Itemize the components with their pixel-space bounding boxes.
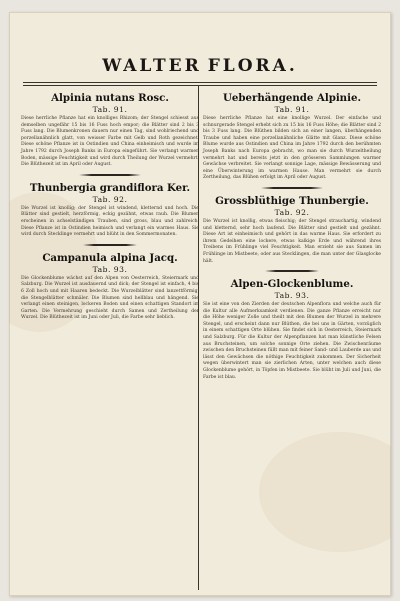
entry-tab: Tab. 91. [274,105,310,114]
left-column [21,88,199,588]
header-rule-double [23,85,377,86]
entry-thunbergia-grandiflora [21,182,199,239]
entry-campanula-alpina [21,252,199,322]
entry-text: Diese herrliche Pflanze hat ein knolliges Rhizom; der Stengel schiesst aus demselben ungefähr 15 bis 16 Fuss hoch empor; die Blätter sind 2 bis 3 Fuss lang. Die Blumenkronen dauern nur einen Tag, sind wohlriechend und porzellanähnlich glatt, von weisser Farbe mit Gelb und Roth gezeichnet. Diese schöne Pflanze ist in Ostindien und China einheimisch und wurde im Jahre 1792 durch Joseph Banks in Europa eingeführt. Sie verlangt warmen Boden, mässige Feuchtigkeit und wird durch Theilung der Wurzel vermehrt. Die Blüthezeit ist im April oder August. [21,116,199,168]
entry-text: Diese herrliche Pflanze hat eine knollige Wurzel. Der einfache und schnurgerade Stengel erhebt sich zu 15 bis 16 Fuss Höhe; die Blätter sind 2 bis 3 Fuss lang. Die Blüthen bilden sich an einer langen, überhängenden Traube und haben eine porzellanähnliche Glätte mit Glanz. Diese schöne Blume wurde aus Ostindien und China im Jahre 1792 durch den berühmten Joseph Banks nach Europa gebracht, wo man sie durch Wurzeltheilung vermehrt hat und bereits jetzt in den grösseren Sammlungen warmer Gewächse verbreitet. Sie verlangt sonnige Lage, mässige Bewässerung und eine Überwinterung im warmen Hause. Man vermehrt sie durch Zertheilung, das Blühen erfolgt im April oder August. [203,116,381,181]
entry-text: Die Wurzel ist knollig; der Stengel ist windend, kletternd und hoch. Die Blätter sind gestielt, herzförmig, eckig gezähnt, etwas rauh. Die Blumen erscheinen in achselständigen Trauben, sind gross, blau und zahlreich. Diese Pflanze ist in Ostindien heimisch und verlangt ein warmes Haus. Sie wird durch Stecklinge vermehrt und blüht in den Sommermonaten. [21,205,199,238]
ornament-divider [261,187,323,189]
ornament-divider [83,244,137,246]
entry-text: Sie ist eine von den Zierden der deutschen Alpenflora und welche auch für die Kultur alle Aufmerksamkeit verdienen. Die ganze Pflanze erreicht nur die Höhe weniger Zolle und theilt mit den Blumen der Wurzel in mehrere Stengel, und erscheint dann nur Blüthen, die bei uns in Gärten, vorzüglich in einem schattigen Orte blühen. Sie findet sich in Oesterreich, Steiermark und Salzburg. Für die Kultur der Alpenpflanzen hat man künstliche Felsen aus Bruchsteinen, um solche sonnige Orte ziehen. Die Zwischenräume zwischen den Bruchsteinen füllt man mit feiner Sand- und Lauberde aus und lässt den Gewächsen die nöthige Feuchtigkeit zukommen. Der Sicherheit wegen überwintert man sie zierlichen Arten, unter welchen auch diese Glockenblume gehört, in Töpfen im Mistbeete. Sie blüht im Juli und Juni, die Farbe ist blau. [203,302,381,380]
masthead-word-2: FLORA. [207,56,298,76]
entry-tab: Tab. 93. [274,291,310,301]
entry-grossbluethige-thunbergie [203,195,381,265]
entry-tab: Tab. 93. [92,264,128,274]
ornament-divider [265,270,319,272]
entry-title: Campanula alpina Jacq. [42,251,178,264]
header-rule [23,82,377,83]
entry-text: Die Glockenblume wächst auf den Alpen von Oesterreich, Steiermark und Salzburg. Die Wurzel ist ausdauernd und dick; der Stengel ist einfach, 4 bis 6 Zoll hoch und mit Haaren bedeckt. Die Wurzelblätter sind lanzettförmig, die Stengelblätter schmäler. Die Blumen sind hellblau und hängend. Sie verlangt einen steinigen, lockeren Boden und einen schattigen Standort im Garten. Die Vermehrung geschieht durch Samen und Zertheilung der Wurzel. Die Blüthezeit ist im Juni oder Juli, die Farbe sehr lieblich. [21,275,199,321]
entry-title: Alpinia nutans Rosc. [51,92,169,104]
entry-alpinia-nutans [21,92,199,169]
entry-title: Thunbergia grandiflora Ker. [29,181,191,194]
masthead-title [9,56,391,76]
entry-title: Alpen-Glockenblume. [230,278,354,291]
entry-text: Die Wurzel ist knollig, etwas fleischig; der Stengel strauchartig, windend und kletternd, sehr hoch laufend. Die Blätter sind gestielt und gezähnt. Diese Art ist einheimisch und gehört in das warme Haus. Sie erfordert zu ihrem Gedeihen eine lockere, etwas kalkige Erde und während ihres Treibens im Frühlinge viel Feuchtigkeit. Man erzieht sie aus Samen im Frühlinge im Mistbeete, oder aus Stecklingen, die man unter der Glasglocke hält. [203,218,381,264]
masthead-word-1: WALTER [102,56,202,76]
entry-title: Grossblüthige Thunbergie. [215,194,369,207]
entry-ueberhaengende-alpinie [203,92,381,182]
ornament-divider [79,174,141,176]
book-page [9,12,391,596]
entry-title: Ueberhängende Alpinie. [223,92,361,104]
entry-alpen-glockenblume [203,278,381,381]
entry-tab: Tab. 92. [274,207,310,217]
entry-tab: Tab. 92. [92,194,128,204]
right-column [203,88,381,588]
entry-tab: Tab. 91. [92,105,128,114]
